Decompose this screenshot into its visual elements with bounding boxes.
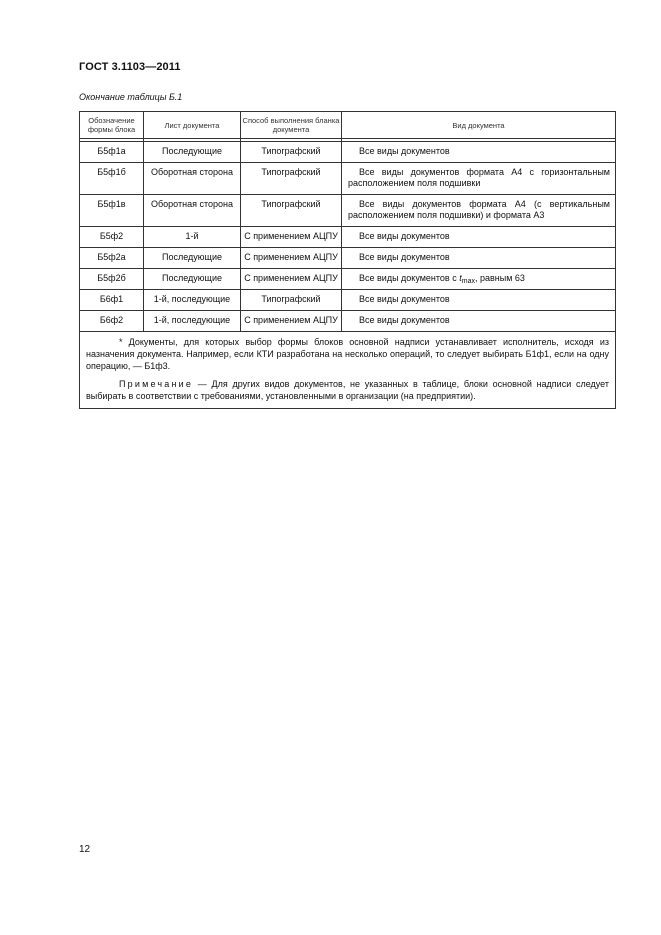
cell-sheet: Оборотная сторона <box>144 195 241 227</box>
note-label: Примечание <box>119 379 194 389</box>
table-row <box>80 269 616 290</box>
cell-type: Все виды документов <box>342 311 616 332</box>
cell-code: Б6ф1 <box>80 290 144 311</box>
cell-type: Все виды документов формата А4 с горизонтальным расположением поля подшивки <box>342 163 616 195</box>
cell-type: Все виды документов <box>342 142 616 163</box>
cell-type: Все виды документов <box>342 248 616 269</box>
cell-method: С применением АЦПУ <box>241 269 342 290</box>
cell-type <box>342 269 616 290</box>
cell-method: С применением АЦПУ <box>241 248 342 269</box>
page-number: 12 <box>79 844 91 855</box>
table-note <box>86 378 609 402</box>
note-text: — Для других видов документов, не указанных в таблице, блоки основной надписи следует выбирать в соответствии с требованиями, установленными в организации (на предприятии). <box>86 379 609 401</box>
cell-sheet: Оборотная сторона <box>144 163 241 195</box>
cell-method: Типографский <box>241 290 342 311</box>
cell-sheet: Последующие <box>144 248 241 269</box>
table-row <box>80 163 616 195</box>
cell-method: С применением АЦПУ <box>241 311 342 332</box>
cell-method: Типографский <box>241 195 342 227</box>
footnote-cell <box>80 332 616 409</box>
cell-type: Все виды документов <box>342 227 616 248</box>
forms-table <box>79 111 616 409</box>
cell-code: Б5ф1б <box>80 163 144 195</box>
document-header: ГОСТ 3.1103—2011 <box>79 61 181 73</box>
table-footnote: * Документы, для которых выбор формы блоков основной надписи устанавливает исполнитель, исходя из назначения документа. Например, если КТИ разработана на несколько операций, то следует выбирать Б1ф1, если на одну операцию, — Б1ф3. <box>86 337 609 371</box>
column-header-type: Вид документа <box>342 112 616 139</box>
table-row <box>80 227 616 248</box>
type-text-prefix: Все виды документов с <box>359 273 460 283</box>
column-header-method: Способ выполнения бланка документа <box>241 112 342 139</box>
footnote-row <box>80 332 616 409</box>
cell-sheet: 1-й, последующие <box>144 311 241 332</box>
type-text-suffix: , равным 63 <box>474 273 525 283</box>
cell-code: Б5ф1в <box>80 195 144 227</box>
table-row <box>80 195 616 227</box>
cell-code: Б5ф1а <box>80 142 144 163</box>
cell-sheet: 1-й <box>144 227 241 248</box>
cell-type: Все виды документов формата А4 (с вертикальным расположением поля подшивки) и формата А3 <box>342 195 616 227</box>
cell-type: Все виды документов <box>342 290 616 311</box>
tmax-variable: t <box>459 273 462 283</box>
table-caption: Окончание таблицы Б.1 <box>79 92 183 102</box>
cell-sheet: 1-й, последующие <box>144 290 241 311</box>
table-row <box>80 311 616 332</box>
cell-sheet: Последующие <box>144 269 241 290</box>
column-header-code: Обозначение формы блока <box>80 112 144 139</box>
column-header-sheet: Лист документа <box>144 112 241 139</box>
table-row <box>80 290 616 311</box>
cell-code: Б5ф2а <box>80 248 144 269</box>
cell-code: Б5ф2 <box>80 227 144 248</box>
cell-code: Б5ф2б <box>80 269 144 290</box>
cell-method: Типографский <box>241 142 342 163</box>
table-row <box>80 142 616 163</box>
cell-method: С применением АЦПУ <box>241 227 342 248</box>
cell-sheet: Последующие <box>144 142 241 163</box>
cell-method: Типографский <box>241 163 342 195</box>
table-row <box>80 248 616 269</box>
table-header-row <box>80 112 616 139</box>
tmax-subscript: max <box>461 278 475 285</box>
table-container <box>79 111 615 409</box>
cell-code: Б6ф2 <box>80 311 144 332</box>
